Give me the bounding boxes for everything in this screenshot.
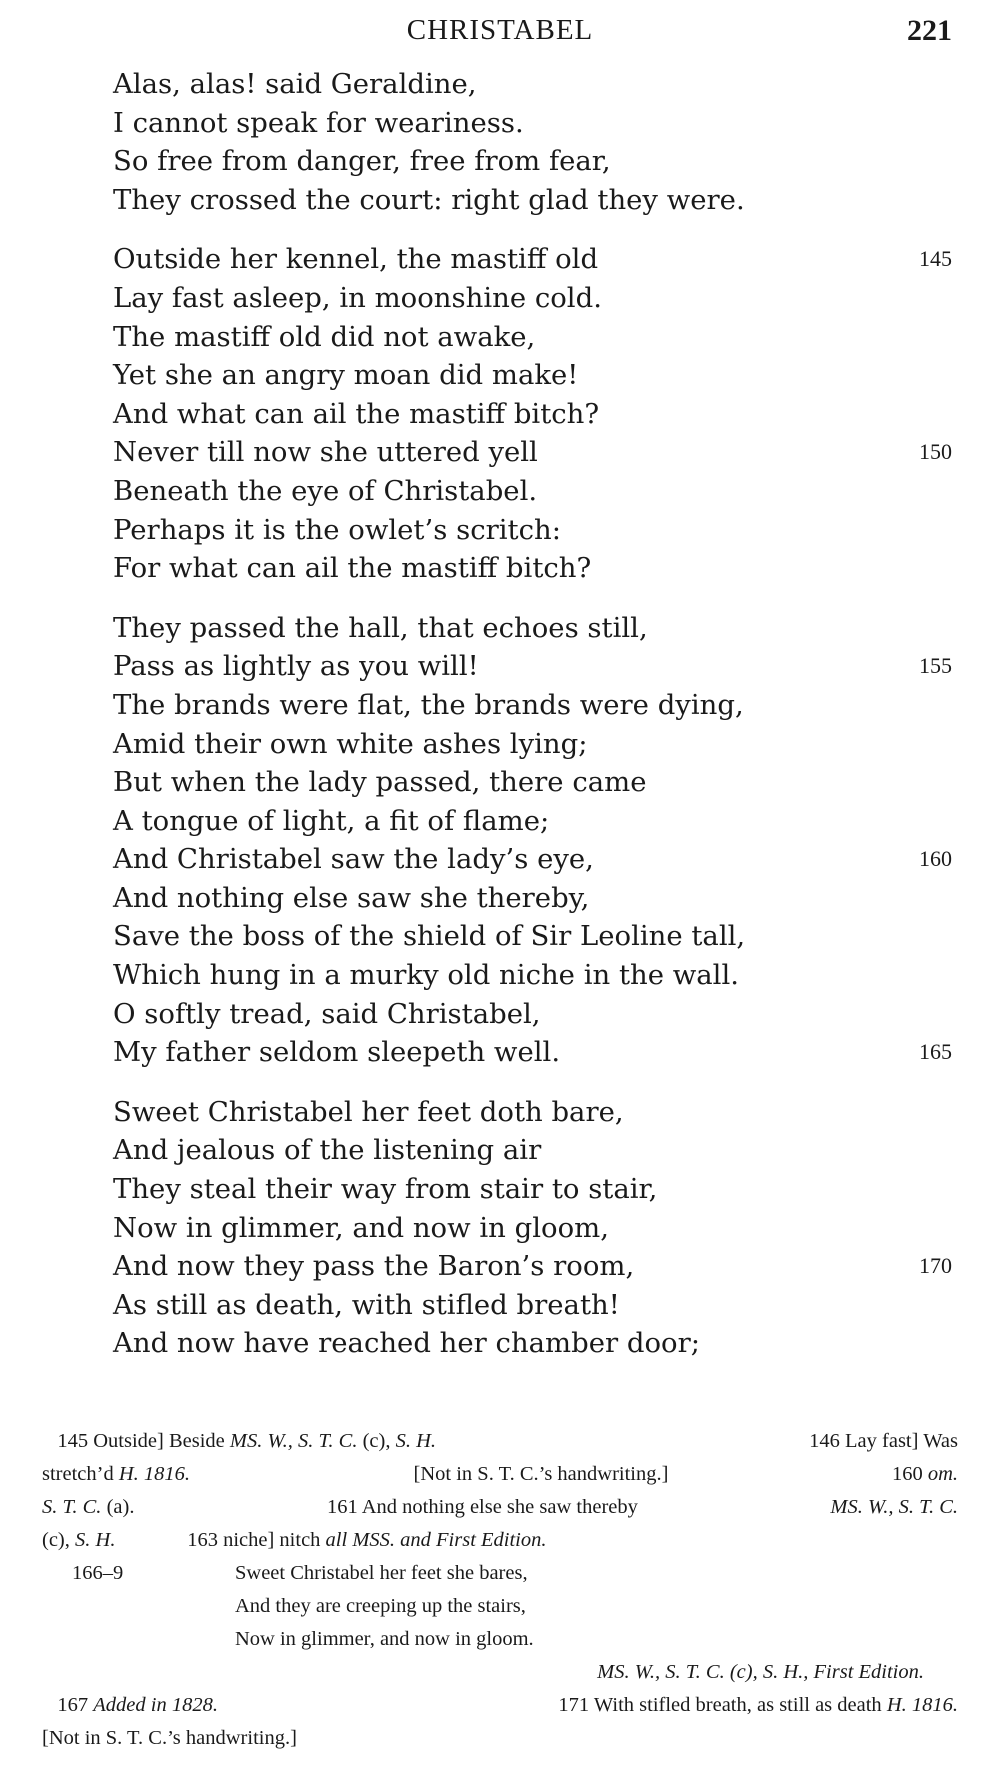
verse-line (0, 318, 1000, 357)
variant-label: 166–9 (72, 1562, 124, 1584)
footnote-source: MS. W., S. T. C. (830, 1496, 958, 1518)
verse-text: I cannot speak for weariness. (113, 106, 524, 139)
verse-line (0, 802, 1000, 841)
verse-text: They crossed the court: right glad they were. (113, 183, 745, 216)
footnote-line (42, 1491, 958, 1524)
verse-line (0, 879, 1000, 918)
verse-line (0, 647, 1000, 686)
verse-line (0, 472, 1000, 511)
footnote-text: (c), (362, 1430, 391, 1452)
footnote-source: H. 1816. (118, 1463, 191, 1485)
stanza (0, 609, 1000, 1072)
verse-line (0, 433, 1000, 472)
verse-line (0, 840, 1000, 879)
footnote-source: Added in 1828. (93, 1694, 218, 1716)
line-number: 170 (919, 1253, 952, 1279)
verse-text: Beneath the eye of Christabel. (113, 474, 538, 507)
footnotes (42, 1425, 958, 1755)
footnote-line (42, 1722, 958, 1755)
verse-line (0, 1093, 1000, 1132)
verse-text: As still as death, with stifled breath! (113, 1288, 620, 1321)
page-number: 221 (907, 14, 952, 47)
verse-text: And jealous of the listening air (113, 1134, 542, 1167)
footnote-source: S. T. C. (42, 1496, 102, 1518)
line-number: 165 (919, 1039, 952, 1065)
footnote-source: MS. W., S. T. C. (229, 1430, 358, 1452)
verse-line (0, 104, 1000, 143)
variant-line: Now in glimmer, and now in gloom. (235, 1628, 534, 1650)
footnote-entry (42, 1425, 436, 1458)
verse-line (0, 1286, 1000, 1325)
verse-line (0, 1170, 1000, 1209)
verse-line (0, 725, 1000, 764)
footnote-source: all MSS. and First Edition. (325, 1529, 547, 1551)
verse-text: Perhaps it is the owlet’s scritch: (113, 513, 561, 546)
verse-text: So free from danger, free from fear, (113, 145, 611, 178)
verse-line (0, 686, 1000, 725)
stanza (0, 65, 1000, 219)
footnote-text: stretch’d (42, 1463, 114, 1485)
verse-text: Alas, alas! said Geraldine, (113, 68, 477, 100)
footnote-text: 145 Outside] Beside (57, 1430, 225, 1452)
footnote-text: 167 (57, 1694, 89, 1716)
verse-text: Never till now she uttered yell (113, 436, 538, 469)
verse-text: Now in glimmer, and now in gloom, (113, 1211, 609, 1244)
verse-text: And Christabel saw the lady’s eye, (113, 843, 594, 876)
verse-text: Save the boss of the shield of Sir Leoline tall, (113, 920, 746, 953)
footnote-source: S. H. (75, 1529, 116, 1551)
footnote-entry (892, 1458, 958, 1491)
stanza (0, 240, 1000, 587)
page-title: CHRISTABEL (406, 14, 594, 46)
verse-text: Which hung in a murky old niche in the wall. (113, 959, 739, 992)
footnote-text: (c), (42, 1529, 70, 1551)
footnote-text: [Not in S. T. C.’s handwriting.] (42, 1727, 297, 1749)
footnote-text: (a). (106, 1496, 135, 1518)
verse-line (0, 1247, 1000, 1286)
verse-text: And now have reached her chamber door; (113, 1327, 701, 1360)
verse-text: Lay fast asleep, in moonshine cold. (113, 281, 602, 314)
footnote-text: 146 Lay fast] Was (809, 1430, 958, 1452)
verse-line (0, 763, 1000, 802)
footnote-source: H. 1816. (886, 1694, 958, 1716)
footnote-entry (42, 1689, 218, 1722)
verse-line (0, 549, 1000, 588)
footnote-text: 171 With stifled breath, as still as death (558, 1694, 882, 1716)
footnote-line (42, 1689, 958, 1722)
verse-text: And nothing else saw she thereby, (113, 881, 590, 914)
verse-text: They steal their way from stair to stair, (113, 1173, 658, 1206)
verse-text: They passed the hall, that echoes still, (113, 611, 648, 644)
line-number: 145 (919, 246, 952, 272)
verse-line (0, 65, 1000, 104)
footnote-entry (558, 1689, 958, 1722)
verse-line (0, 181, 1000, 220)
verse-line (0, 395, 1000, 434)
verse-text: Outside her kennel, the mastiff old (113, 243, 599, 276)
verse-text: My father seldom sleepeth well. (113, 1036, 561, 1069)
verse-line (0, 995, 1000, 1034)
verse-text: A tongue of light, a fit of flame; (113, 804, 550, 837)
footnote-line (42, 1524, 958, 1557)
line-number: 160 (919, 846, 952, 872)
verse-text: And now they pass the Baron’s room, (113, 1250, 635, 1283)
footnote-entry (42, 1491, 134, 1524)
verse-text: O softly tread, said Christabel, (113, 997, 541, 1030)
verse-line (0, 279, 1000, 318)
verse-line (0, 511, 1000, 550)
verse-line (0, 1324, 1000, 1363)
verse-text: Pass as lightly as you will! (113, 650, 479, 683)
poem-text (0, 65, 1000, 1384)
variant-source: MS. W., S. T. C. (c), S. H., First Edition. (597, 1661, 924, 1683)
verse-text: Yet she an angry moan did make! (113, 359, 579, 392)
footnote-text: 163 niche] nitch (187, 1529, 321, 1551)
verse-line (0, 1131, 1000, 1170)
line-number: 155 (919, 653, 952, 679)
variant-reading (42, 1557, 958, 1689)
verse-text: But when the lady passed, there came (113, 766, 647, 799)
stanza (0, 1093, 1000, 1363)
footnote-line (42, 1425, 958, 1458)
verse-line (0, 240, 1000, 279)
verse-text: For what can ail the mastiff bitch? (113, 552, 592, 585)
verse-text: Sweet Christabel her feet doth bare, (113, 1095, 624, 1128)
line-number: 150 (919, 439, 952, 465)
verse-line (0, 609, 1000, 648)
verse-line (0, 356, 1000, 395)
verse-text: The brands were flat, the brands were dying, (113, 688, 744, 721)
footnote-text: 160 (891, 1463, 923, 1485)
verse-text: And what can ail the mastiff bitch? (113, 397, 600, 430)
verse-text: The mastiff old did not awake, (113, 320, 536, 353)
verse-text: Amid their own white ashes lying; (113, 727, 588, 760)
verse-line (0, 1209, 1000, 1248)
verse-line (0, 1033, 1000, 1072)
footnote-line (42, 1458, 958, 1491)
footnote-entry (42, 1458, 190, 1491)
variant-line: And they are creeping up the stairs, (235, 1595, 526, 1617)
footnote-source: om. (927, 1463, 958, 1485)
running-head (0, 14, 1000, 54)
footnote-text: 161 And nothing else she saw thereby (327, 1496, 638, 1518)
footnote-source: S. H. (395, 1430, 437, 1452)
footnote-text: [Not in S. T. C.’s handwriting.] (413, 1463, 669, 1485)
verse-line (0, 956, 1000, 995)
verse-line (0, 142, 1000, 181)
verse-line (0, 917, 1000, 956)
variant-line: Sweet Christabel her feet she bares, (235, 1562, 528, 1584)
